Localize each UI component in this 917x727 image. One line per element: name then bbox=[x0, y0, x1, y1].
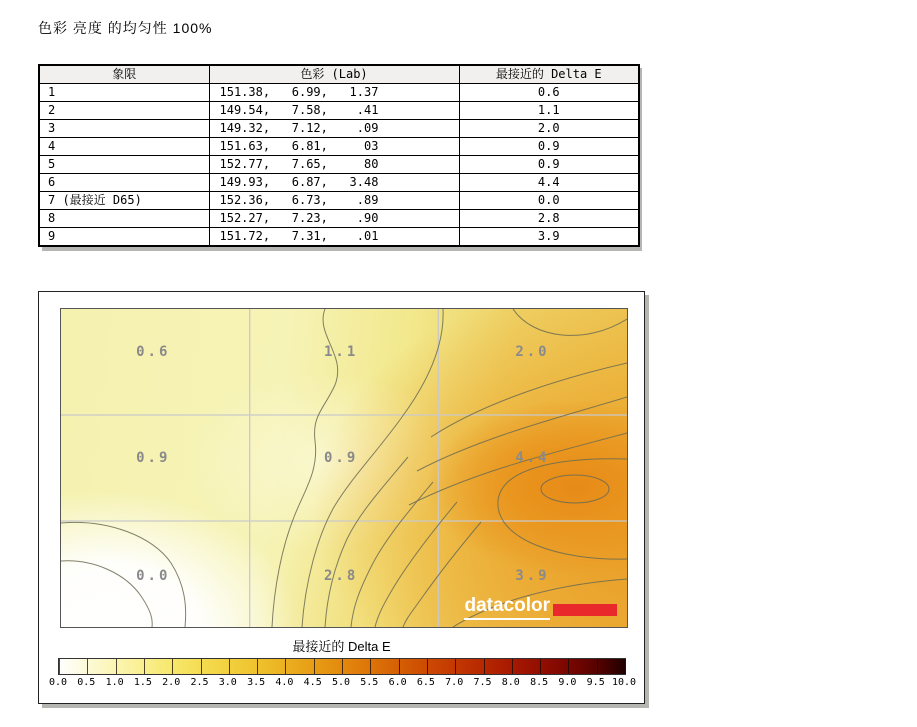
colorbar-tick bbox=[87, 659, 88, 674]
colorbar-tick-labels bbox=[48, 677, 637, 689]
colorbar-tick bbox=[59, 659, 60, 674]
colorbar-tick-label: 9.5 bbox=[586, 677, 605, 688]
col-header-quadrant: 象限 bbox=[39, 65, 209, 84]
delta-e-cell: 2.0 bbox=[459, 120, 639, 138]
colorbar-tick bbox=[314, 659, 315, 674]
table-row bbox=[39, 102, 639, 120]
quadrant-cell: 5 bbox=[39, 156, 209, 174]
colorbar-tick-label: 3.0 bbox=[218, 677, 237, 688]
heatmap-cell-value: 0.9 bbox=[136, 450, 171, 467]
colorbar-tick-label: 5.0 bbox=[331, 677, 351, 688]
colorbar-tick bbox=[116, 659, 117, 674]
colorbar-tick-label: 8.5 bbox=[530, 677, 549, 688]
colorbar-tick bbox=[172, 659, 173, 674]
colorbar-tick-label: 4.5 bbox=[303, 677, 322, 688]
lab-cell: 149.54, 7.58, .41 bbox=[209, 102, 459, 120]
heatmap-value-labels bbox=[61, 309, 627, 627]
datacolor-logo bbox=[464, 596, 617, 620]
heatmap-cell-value: 4.4 bbox=[515, 450, 550, 467]
delta-e-cell: 2.8 bbox=[459, 210, 639, 228]
quadrant-cell: 6 bbox=[39, 174, 209, 192]
quadrant-cell: 7 (最接近 D65) bbox=[39, 192, 209, 210]
colorbar-tick-label: 3.5 bbox=[247, 677, 266, 688]
datacolor-logo-text: datacolor bbox=[464, 596, 550, 620]
heatmap-cell-value: 0.6 bbox=[136, 343, 171, 360]
lab-cell: 152.77, 7.65, 80 bbox=[209, 156, 459, 174]
table-row bbox=[39, 138, 639, 156]
colorbar-tick bbox=[144, 659, 145, 674]
colorbar-tick-label: 1.0 bbox=[105, 677, 124, 688]
delta-e-cell: 0.9 bbox=[459, 156, 639, 174]
colorbar-gradient bbox=[58, 658, 626, 675]
table-row bbox=[39, 228, 639, 247]
colorbar-tick-label: 7.0 bbox=[445, 677, 464, 688]
col-header-lab: 色彩 (Lab) bbox=[209, 65, 459, 84]
table-header-row bbox=[39, 65, 639, 84]
quadrant-cell: 9 bbox=[39, 228, 209, 247]
colorbar-tick-label: 7.5 bbox=[473, 677, 492, 688]
lab-cell: 152.27, 7.23, .90 bbox=[209, 210, 459, 228]
colorbar-tick-label: 1.5 bbox=[133, 677, 152, 688]
colorbar-tick bbox=[229, 659, 230, 674]
datacolor-logo-red-bar bbox=[553, 604, 617, 616]
colorbar-tick-label: 0.0 bbox=[48, 677, 68, 688]
lab-cell: 149.93, 6.87, 3.48 bbox=[209, 174, 459, 192]
table-row bbox=[39, 156, 639, 174]
colorbar-tick-label: 4.0 bbox=[275, 677, 294, 688]
colorbar-tick-label: 10.0 bbox=[611, 677, 637, 688]
quadrant-cell: 4 bbox=[39, 138, 209, 156]
quadrant-cell: 2 bbox=[39, 102, 209, 120]
table-row bbox=[39, 192, 639, 210]
uniformity-table bbox=[38, 64, 638, 247]
heatmap-cell-value: 2.8 bbox=[324, 568, 359, 585]
lab-cell: 151.72, 7.31, .01 bbox=[209, 228, 459, 247]
colorbar-tick-label: 2.5 bbox=[190, 677, 209, 688]
colorbar-tick bbox=[540, 659, 541, 674]
colorbar-tick bbox=[568, 659, 569, 674]
quadrant-cell: 8 bbox=[39, 210, 209, 228]
colorbar-tick bbox=[597, 659, 598, 674]
table-row bbox=[39, 174, 639, 192]
colorbar-tick bbox=[201, 659, 202, 674]
delta-e-cell: 4.4 bbox=[459, 174, 639, 192]
table-row bbox=[39, 84, 639, 102]
colorbar-tick bbox=[257, 659, 258, 674]
colorbar-title: 最接近的 Delta E bbox=[292, 639, 391, 654]
heatmap-cell-value: 0.0 bbox=[136, 568, 171, 585]
lab-cell: 151.38, 6.99, 1.37 bbox=[209, 84, 459, 102]
colorbar-tick bbox=[455, 659, 456, 674]
colorbar-tick bbox=[342, 659, 343, 674]
quadrant-cell: 1 bbox=[39, 84, 209, 102]
colorbar-tick-label: 2.0 bbox=[162, 677, 181, 688]
col-header-delta-e: 最接近的 Delta E bbox=[459, 65, 639, 84]
table-row bbox=[39, 120, 639, 138]
lab-cell: 152.36, 6.73, .89 bbox=[209, 192, 459, 210]
heatmap-cell-value: 1.1 bbox=[324, 343, 359, 360]
colorbar-tick-label: 5.5 bbox=[360, 677, 379, 688]
lab-cell: 149.32, 7.12, .09 bbox=[209, 120, 459, 138]
heatmap-cell-value: 0.9 bbox=[324, 450, 359, 467]
table-row bbox=[39, 210, 639, 228]
heatmap-cell-value: 3.9 bbox=[515, 568, 550, 585]
colorbar-tick bbox=[427, 659, 428, 674]
heatmap-cell-value: 2.0 bbox=[515, 343, 550, 360]
colorbar-tick-label: 6.0 bbox=[388, 677, 407, 688]
delta-e-map-panel bbox=[38, 291, 645, 704]
colorbar-tick bbox=[484, 659, 485, 674]
colorbar-tick bbox=[512, 659, 513, 674]
delta-e-cell: 3.9 bbox=[459, 228, 639, 247]
delta-e-cell: 0.9 bbox=[459, 138, 639, 156]
delta-e-contour-map bbox=[60, 308, 628, 628]
delta-e-cell: 0.0 bbox=[459, 192, 639, 210]
colorbar-tick-label: 6.5 bbox=[416, 677, 435, 688]
delta-e-cell: 1.1 bbox=[459, 102, 639, 120]
page-title: 色彩 亮度 的均匀性 100% bbox=[38, 20, 213, 36]
quadrant-cell: 3 bbox=[39, 120, 209, 138]
colorbar-tick-label: 8.0 bbox=[501, 677, 520, 688]
delta-e-cell: 0.6 bbox=[459, 84, 639, 102]
colorbar-tick bbox=[399, 659, 400, 674]
colorbar-tick-label: 9.0 bbox=[558, 677, 577, 688]
colorbar-tick bbox=[625, 659, 626, 674]
colorbar-tick bbox=[370, 659, 371, 674]
colorbar-tick-label: 0.5 bbox=[77, 677, 96, 688]
lab-cell: 151.63, 6.81, 03 bbox=[209, 138, 459, 156]
uniformity-table-body bbox=[39, 84, 639, 247]
colorbar-tick bbox=[285, 659, 286, 674]
